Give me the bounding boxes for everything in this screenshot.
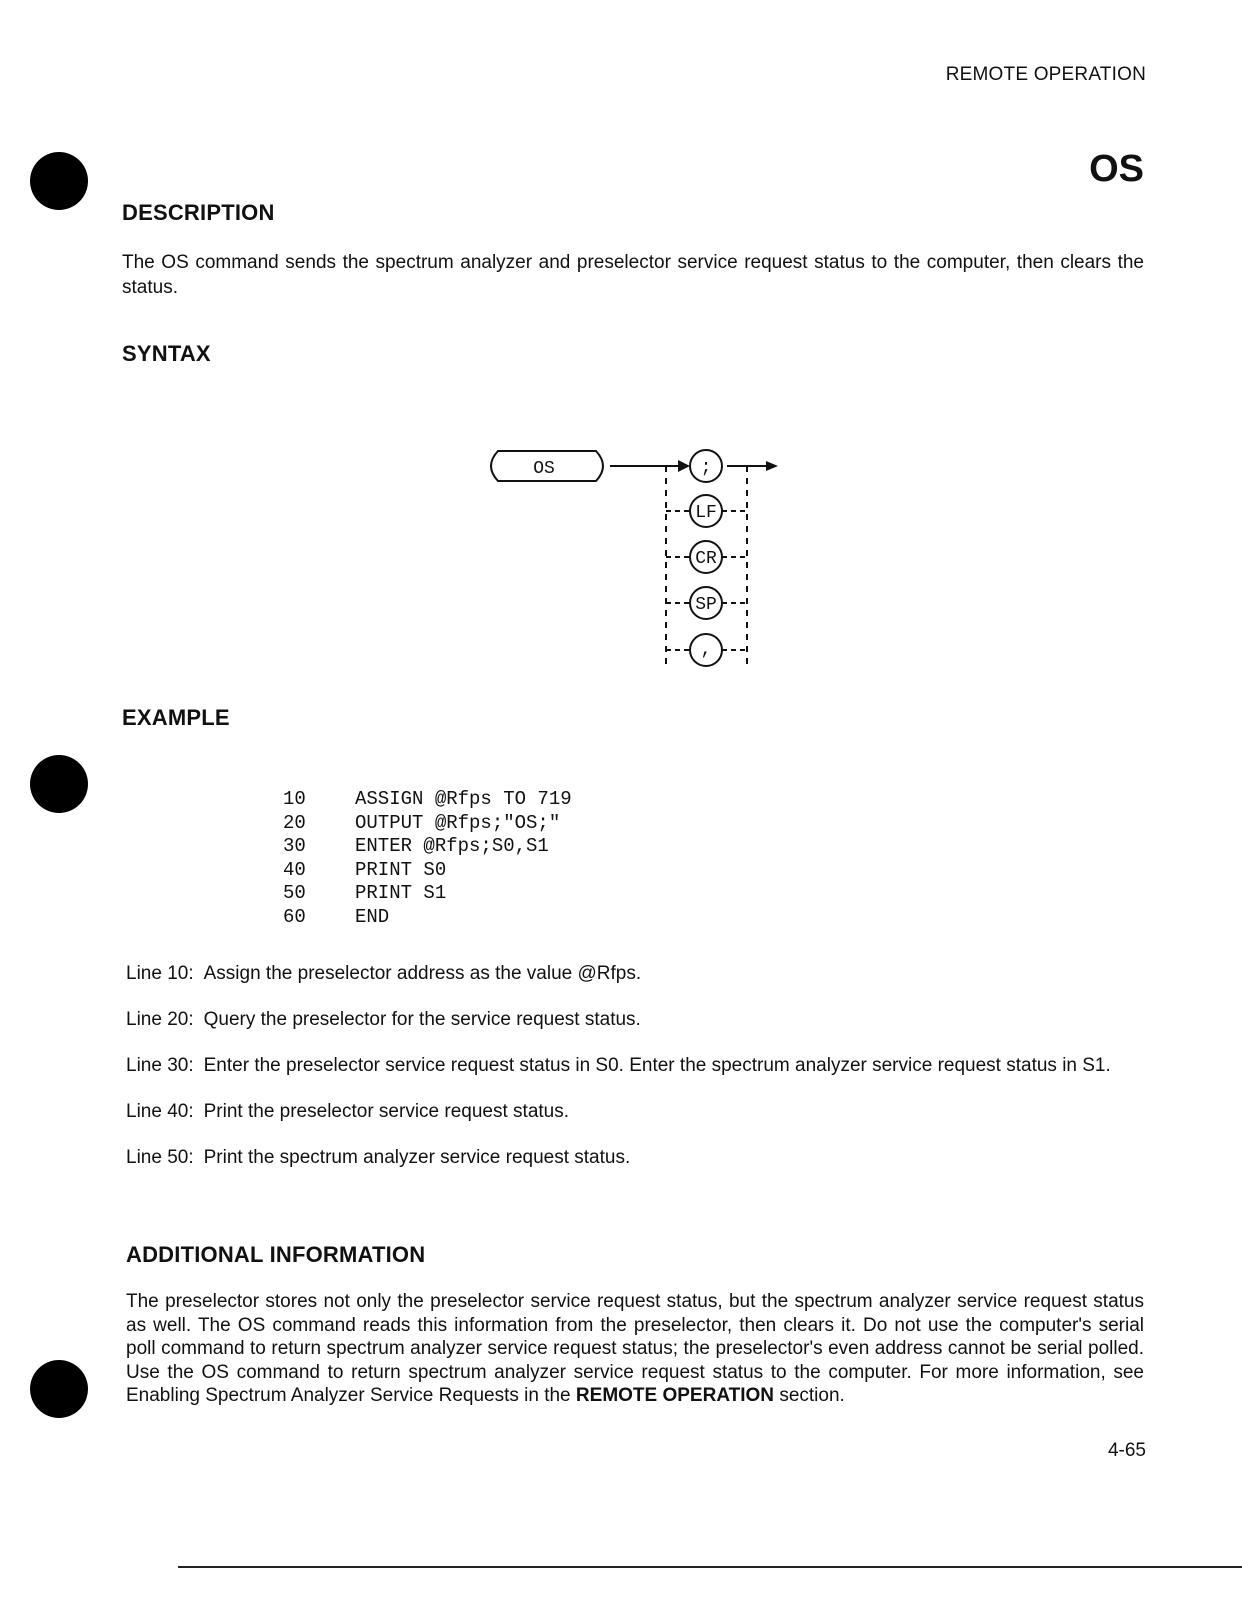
explanation-item: Line 40: Print the preselector service request status. — [126, 1101, 570, 1122]
additional-text: The preselector stores not only the preselector service request status, but the spectrum analyzer service request status as well. The OS command reads this information from the preselector, then clears it. Do not use the computer's serial poll command to return spectrum analyzer service request status; the preselector's even address cannot be serial polled. Use the OS command to return spectrum analyzer service request status to the computer. For more information, see Enabling Spectrum Analyzer Service Requests in the REMOTE OPERATION section. — [126, 1291, 1144, 1406]
description-text: The OS command sends the spectrum analyzer and preselector service request status to the computer, then clears the status. — [122, 252, 1144, 298]
command-label: OS — [533, 459, 555, 479]
line-explanations — [126, 962, 1146, 1192]
binder-hole — [30, 755, 88, 813]
code-line: 50 PRINT S1 — [283, 882, 447, 904]
page-number: 4-65 — [1107, 1440, 1146, 1461]
syntax-diagram — [470, 440, 800, 680]
explanation-item: Line 50: Print the spectrum analyzer service request status. — [126, 1147, 631, 1168]
terminator-label: , — [700, 640, 712, 660]
explanation-item: Line 30: Enter the preselector service request status in S0. Enter the spectrum analyzer service request status in S1. — [126, 1055, 1111, 1076]
example-code — [283, 788, 572, 929]
code-line: 10 ASSIGN @Rfps TO 719 — [283, 788, 572, 810]
example-heading: EXAMPLE — [122, 705, 230, 730]
explanation-item: Line 20: Query the preselector for the service request status. — [126, 1009, 641, 1030]
arrow-icon — [766, 461, 778, 471]
binder-hole — [30, 1360, 88, 1418]
code-line: 40 PRINT S0 — [283, 858, 447, 881]
bottom-rule — [178, 1566, 1242, 1568]
code-line: 20 OUTPUT @Rfps;"OS;" — [283, 811, 561, 834]
syntax-heading: SYNTAX — [122, 341, 211, 366]
description-heading: DESCRIPTION — [122, 200, 275, 225]
code-line: 30 ENTER @Rfps;S0,S1 — [283, 835, 549, 857]
terminator-label: ; — [700, 458, 712, 478]
command-title: OS — [1089, 148, 1144, 190]
terminator-label: CR — [695, 549, 717, 569]
bold-reference: REMOTE OPERATION — [575, 1385, 775, 1406]
arrow-icon — [678, 460, 690, 472]
binder-hole — [30, 152, 88, 210]
code-line: 60 END — [283, 905, 390, 928]
explanation-item: Line 10: Assign the preselector address as the value @Rfps. — [126, 963, 642, 984]
additional-heading: ADDITIONAL INFORMATION — [126, 1242, 426, 1267]
running-head: REMOTE OPERATION — [945, 64, 1146, 85]
terminator-label: SP — [695, 595, 717, 615]
terminator-label: LF — [695, 503, 717, 523]
